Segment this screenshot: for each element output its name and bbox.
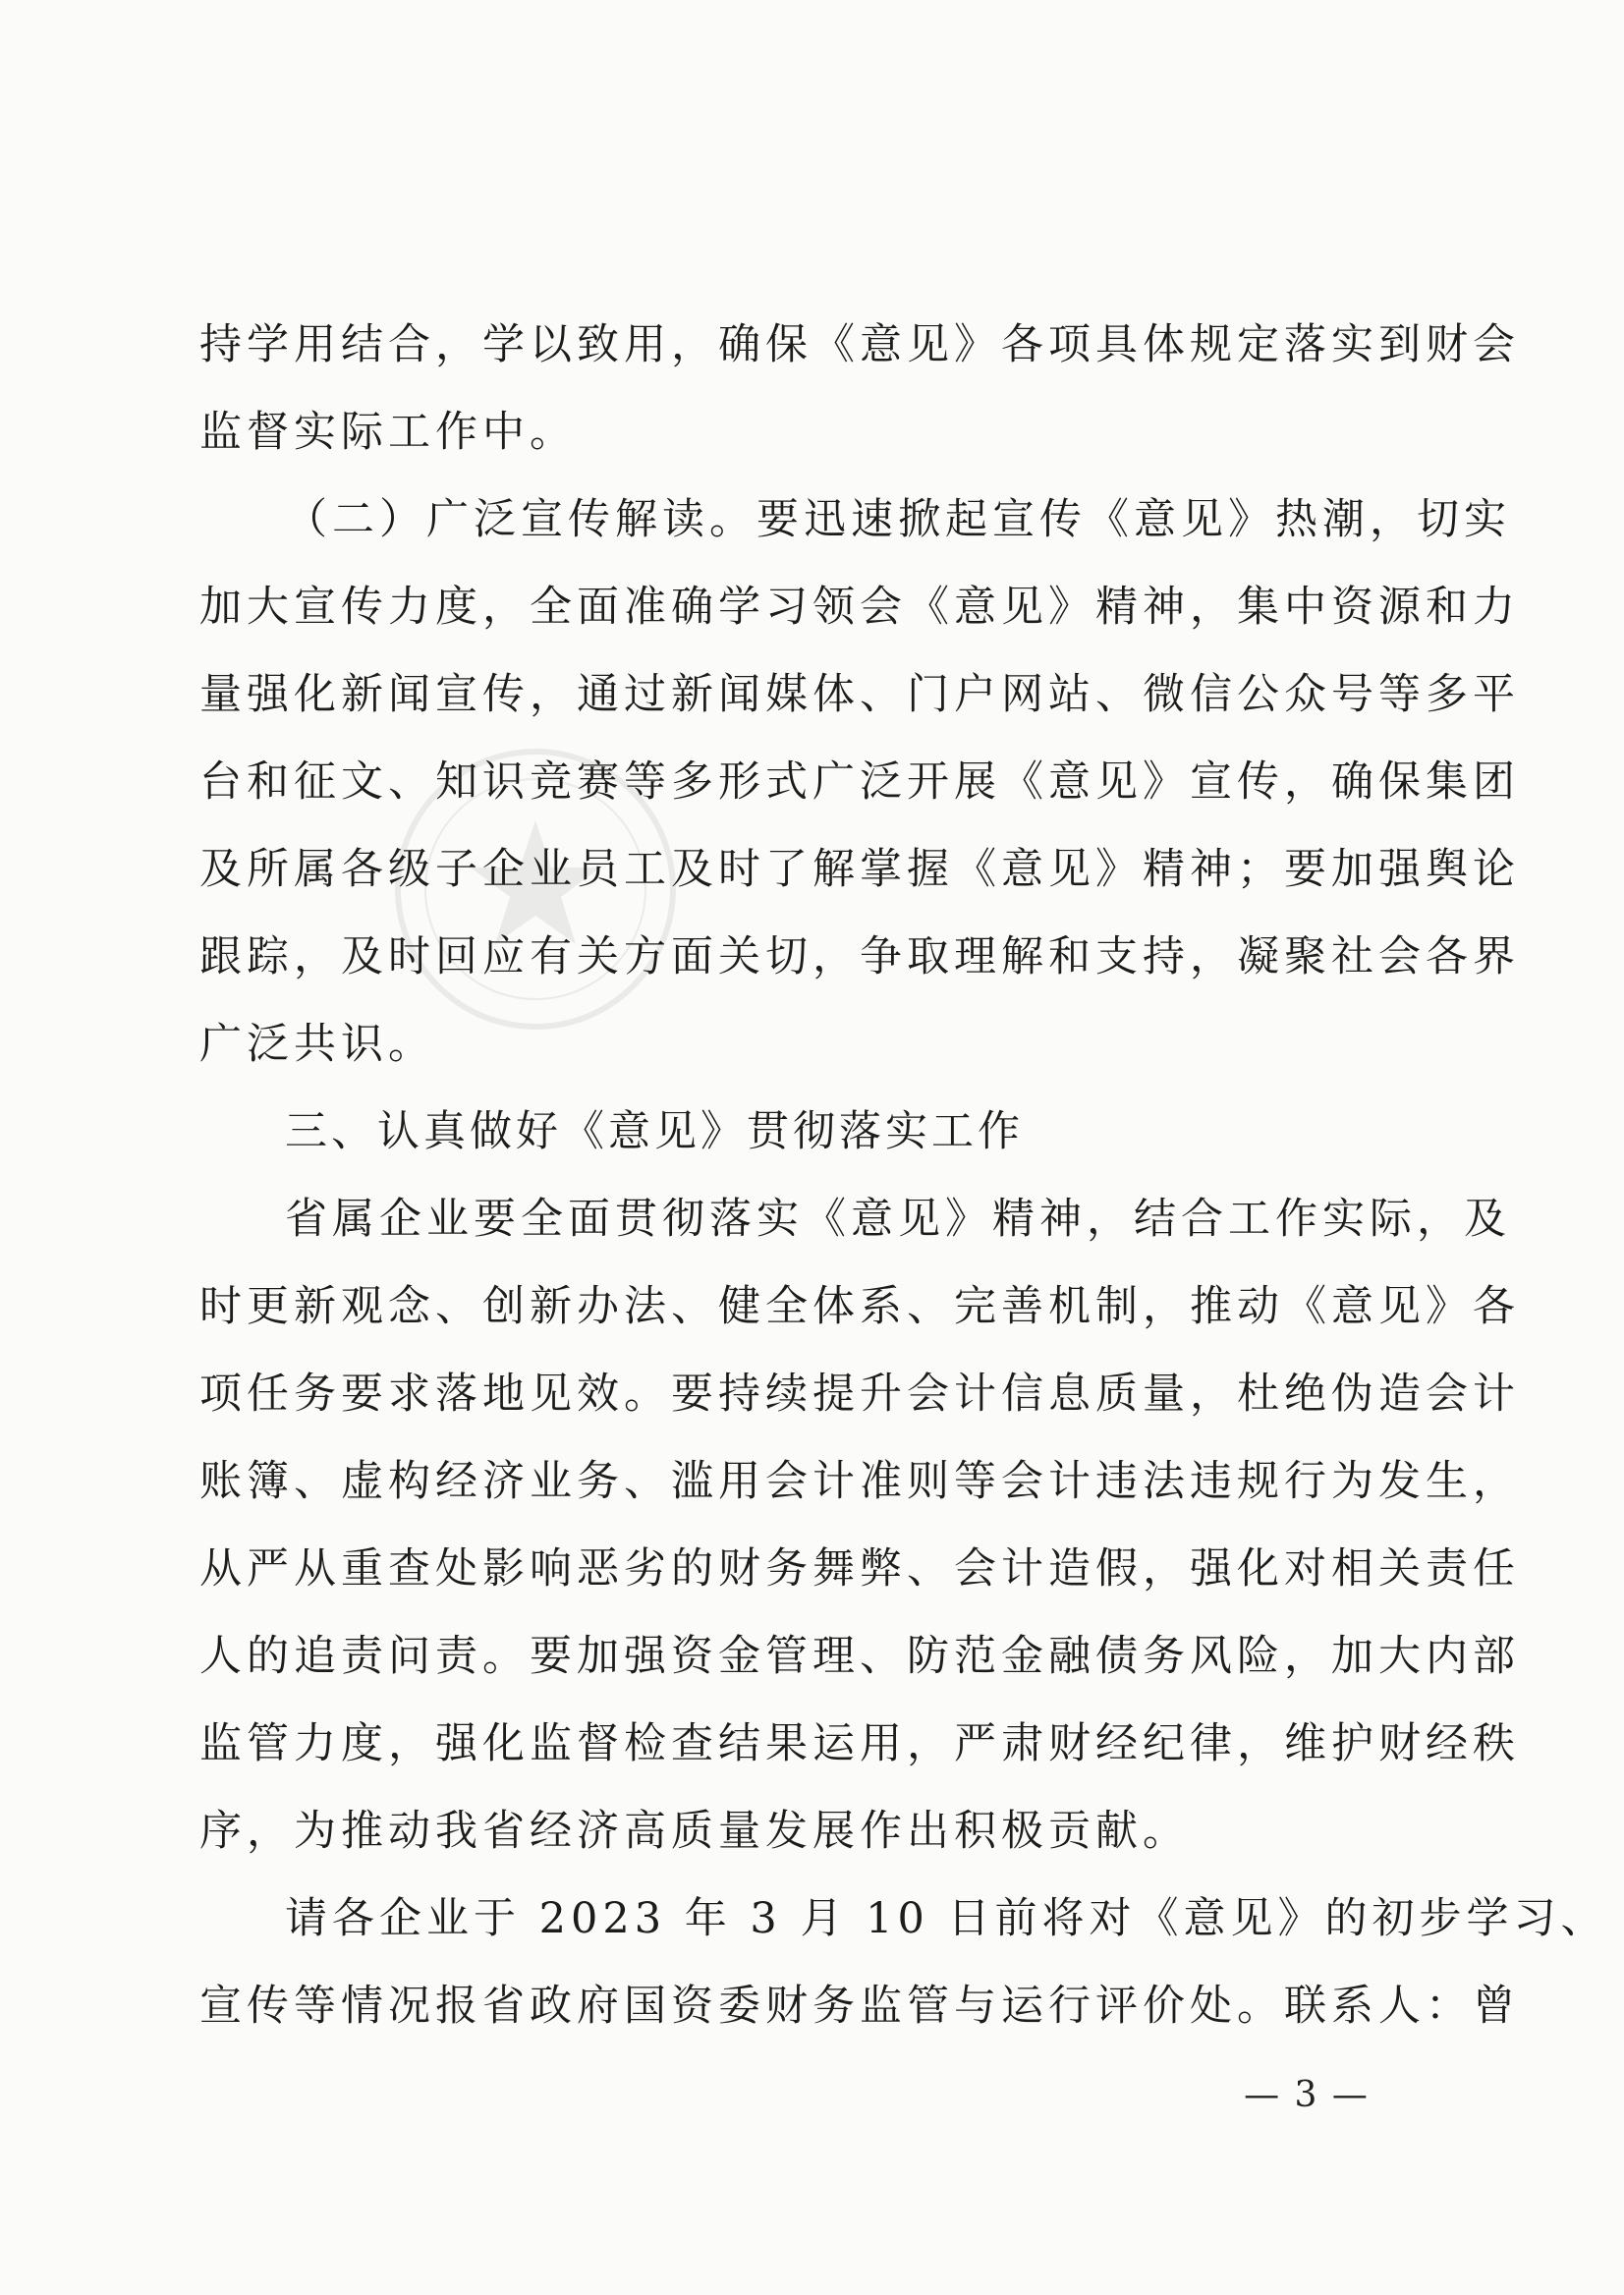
text-line-20: 宣传等情况报省政府国资委财务监管与运行评价处。联系人：曾 bbox=[199, 1982, 1520, 2031]
text-line-4: 加大宣传力度，全面准确学习领会《意见》精神，集中资源和力 bbox=[199, 583, 1520, 632]
text-line-5: 量强化新闻宣传，通过新闻媒体、门户网站、微信公众号等多平 bbox=[199, 670, 1520, 719]
paragraph-3-first-line: 省属企业要全面贯彻落实《意见》精神，结合工作实际，及 bbox=[285, 1195, 1511, 1244]
text-line-12: 时更新观念、创新办法、健全体系、完善机制，推动《意见》各 bbox=[199, 1282, 1520, 1331]
text-line-7: 及所属各级子企业员工及时了解掌握《意见》精神；要加强舆论 bbox=[199, 845, 1520, 894]
text-line-18: 序，为推动我省经济高质量发展作出积极贡献。 bbox=[199, 1807, 1190, 1856]
text-line-6: 台和征文、知识竞赛等多形式广泛开展《意见》宣传，确保集团 bbox=[199, 757, 1520, 807]
text-line-16: 人的追责问责。要加强资金管理、防范金融债务风险，加大内部 bbox=[199, 1632, 1520, 1681]
text-line-8: 跟踪，及时回应有关方面关切，争取理解和支持，凝聚社会各界 bbox=[199, 932, 1520, 981]
text-line-1: 持学用结合，学以致用，确保《意见》各项具体规定落实到财会 bbox=[199, 320, 1520, 369]
text-line-17: 监管力度，强化监督检查结果运用，严肃财经纪律，维护财经秩 bbox=[199, 1719, 1520, 1768]
text-line-9: 广泛共识。 bbox=[199, 1020, 435, 1069]
text-line-2: 监督实际工作中。 bbox=[199, 408, 577, 457]
paragraph-4-first-line: 请各企业于 2023 年 3 月 10 日前将对《意见》的初步学习、 bbox=[285, 1894, 1608, 1943]
text-line-15: 从严从重查处影响恶劣的财务舞弊、会计造假，强化对相关责任 bbox=[199, 1544, 1520, 1594]
text-line-13: 项任务要求落地见效。要持续提升会计信息质量，杜绝伪造会计 bbox=[199, 1370, 1520, 1419]
paragraph-2-first-line: （二）广泛宣传解读。要迅速掀起宣传《意见》热潮，切实 bbox=[285, 495, 1511, 544]
text-line-14: 账簿、虚构经济业务、滥用会计准则等会计违法违规行为发生， bbox=[199, 1457, 1520, 1506]
section-heading-3: 三、认真做好《意见》贯彻落实工作 bbox=[285, 1107, 1024, 1156]
page-number: — 3 — bbox=[1244, 2075, 1370, 2115]
